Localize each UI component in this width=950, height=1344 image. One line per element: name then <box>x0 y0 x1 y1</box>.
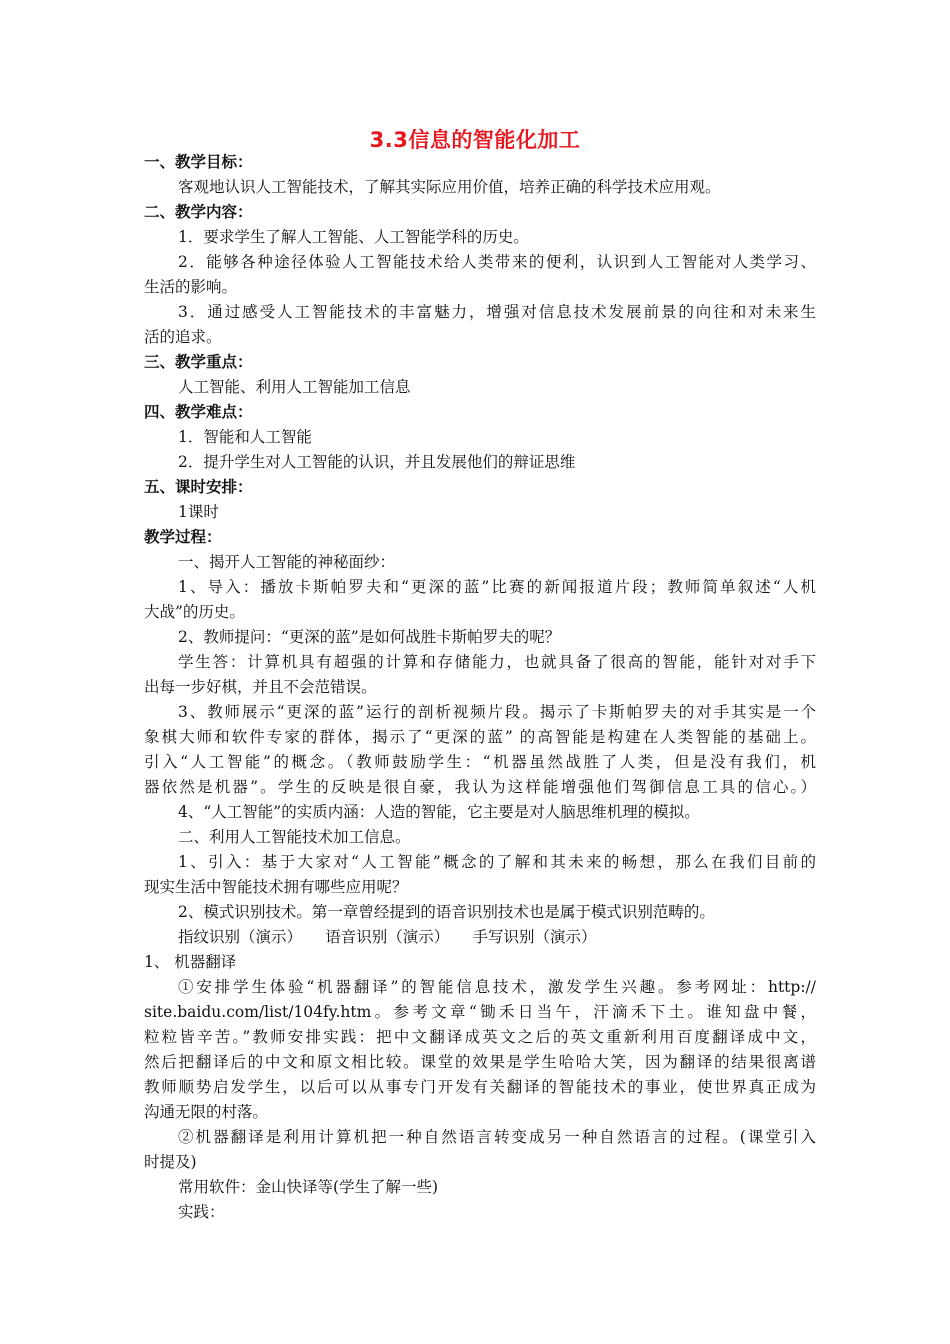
paragraph-line: 2、模式识别技术。第一章曾经提到的语音识别技术也是属于模式识别范畴的。 <box>178 903 715 921</box>
paragraph-line: 1．智能和人工智能 <box>178 428 312 446</box>
paragraph-line: 出每一步好棋，并且不会范错误。 <box>144 678 377 696</box>
paragraph-line: 指纹识别（演示） 语音识别（演示） 手写识别（演示） <box>178 928 597 946</box>
paragraph-line: 2、教师提问：“更深的蓝”是如何战胜卡斯帕罗夫的呢？ <box>178 628 561 646</box>
document-title: 3.3信息的智能化加工 <box>369 128 581 152</box>
paragraph-line: 1课时 <box>178 503 219 521</box>
paragraph-line: 生活的影响。 <box>144 278 238 296</box>
section-heading: 三、教学重点： <box>144 353 253 371</box>
paragraph-line: 3、教师展示“更深的蓝”运行的剖析视频片段。揭示了卡斯帕罗夫的对手其实是一个 <box>178 703 816 721</box>
paragraph-line: 教师顺势启发学生，以后可以从事专门开发有关翻译的智能技术的事业，使世界真正成为 <box>144 1078 816 1096</box>
paragraph-line: 大战”的历史。 <box>144 603 245 621</box>
paragraph-line: site.baidu.com/list/104fy.htm。参考文章“锄禾日当午，汗滴禾下土。谁知盘中餐， <box>144 1003 816 1021</box>
section-heading: 一、教学目标： <box>144 153 253 171</box>
paragraph-line: 2．能够各种途径体验人工智能技术给人类带来的便利，认识到人工智能对人类学习、 <box>178 253 816 271</box>
paragraph-line: 引入“人工智能”的概念。（教师鼓励学生：“机器虽然战胜了人类，但是没有我们，机 <box>144 753 816 771</box>
section-heading: 五、课时安排： <box>144 478 253 496</box>
section-heading: 二、教学内容： <box>144 203 253 221</box>
paragraph-line: 沟通无限的村落。 <box>144 1103 269 1121</box>
paragraph-line: 1、导入：播放卡斯帕罗夫和“更深的蓝”比赛的新闻报道片段；教师简单叙述“人机 <box>178 578 816 596</box>
paragraph-line: 粒粒皆辛苦。”教师安排实践：把中文翻译成英文之后的英文重新利用百度翻译成中文， <box>144 1028 816 1046</box>
paragraph-line: 学生答：计算机具有超强的计算和存储能力，也就具备了很高的智能，能针对对手下 <box>178 653 816 671</box>
paragraph-line: 人工智能、利用人工智能加工信息 <box>178 378 411 396</box>
section-heading: 教学过程： <box>144 528 222 546</box>
paragraph-line: ②机器翻译是利用计算机把一种自然语言转变成另一种自然语言的过程。(课堂引入 <box>178 1128 816 1146</box>
paragraph-line: 4、“人工智能”的实质内涵：人造的智能，它主要是对人脑思维机理的模拟。 <box>178 803 700 821</box>
paragraph-line: 1、 机器翻译 <box>144 953 237 971</box>
paragraph-line: 活的追求。 <box>144 328 222 346</box>
paragraph-line: 二、利用人工智能技术加工信息。 <box>178 828 411 846</box>
paragraph-line: 3．通过感受人工智能技术的丰富魅力，增强对信息技术发展前景的向往和对未来生 <box>178 303 816 321</box>
paragraph-line: 客观地认识人工智能技术，了解其实际应用价值，培养正确的科学技术应用观。 <box>178 178 721 196</box>
paragraph-line: 时提及) <box>144 1153 197 1171</box>
paragraph-line: ①安排学生体验“机器翻译”的智能信息技术，激发学生兴趣。参考网址：http:// <box>178 978 816 996</box>
paragraph-line: 然后把翻译后的中文和原文相比较。课堂的效果是学生哈哈大笑，因为翻译的结果很离谱 <box>144 1053 816 1071</box>
paragraph-line: 1．要求学生了解人工智能、人工智能学科的历史。 <box>178 228 529 246</box>
paragraph-line: 象棋大师和软件专家的群体，揭示了“更深的蓝” 的高智能是构建在人类智能的基础上。 <box>144 728 816 746</box>
section-heading: 四、教学难点： <box>144 403 253 421</box>
document-body <box>144 150 816 1225</box>
paragraph-line: 一、揭开人工智能的神秘面纱： <box>178 553 396 571</box>
paragraph-line: 器依然是机器”。学生的反映是很自豪，我认为这样能增强他们驾御信息工具的信心。） <box>144 778 816 796</box>
paragraph-line: 1、引入：基于大家对“人工智能”概念的了解和其未来的畅想，那么在我们目前的 <box>178 853 816 871</box>
paragraph-line: 实践： <box>178 1203 225 1221</box>
paragraph-line: 2．提升学生对人工智能的认识，并且发展他们的辩证思维 <box>178 453 576 471</box>
paragraph-line: 常用软件：金山快译等(学生了解一些) <box>178 1178 439 1196</box>
paragraph-line: 现实生活中智能技术拥有哪些应用呢？ <box>144 878 408 896</box>
